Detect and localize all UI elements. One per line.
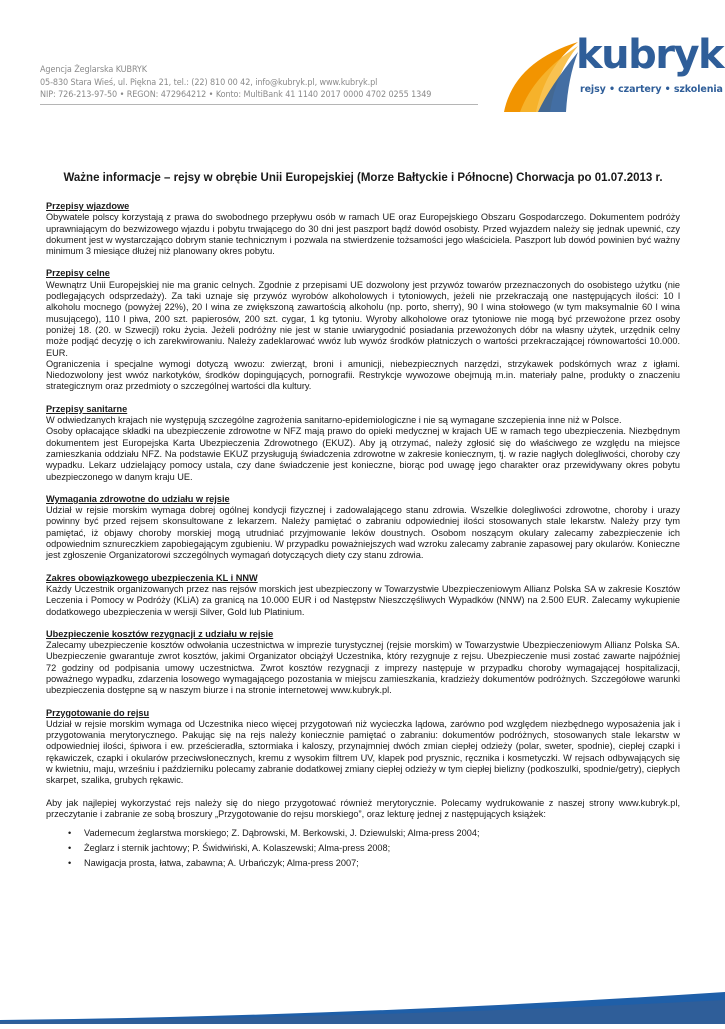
- section-heading: Ubezpieczenie kosztów rezygnacji z udziału w rejsie: [46, 628, 274, 639]
- section-heading: Przepisy sanitarne: [46, 403, 128, 414]
- section-paragraph: Osoby opłacające składki na ubezpieczenie zdrowotne w NFZ mają prawo do opieki medycznej w krajach UE w ramach tego ubezpieczenia. Niezbędnym dokumentem jest Europejska Karta Ubezpieczenia Zdrowotnego (EKUZ). Aby ją otrzymać, należy zgłosić się do właściwego ze względu na miejsce zamieszkania oddziału NFZ. Na podstawie EKUZ przysługują świadczenia zdrowotne w zakresie koniecznym, tj. w razie nagłych dolegliwości, choroby czy wypadku. Lekarz udzielający pomocy ustala, czy dane świadczenie jest konieczne, biorąc pod uwagę jego charakter oraz przewidywany okres pobytu ubezpieczonego w danym kraju UE.: [46, 426, 680, 482]
- bullet-icon: •: [68, 828, 72, 839]
- section-sanitary-rules: [46, 404, 680, 483]
- company-tax-bank: NIP: 726-213-97-50 • REGON: 472964212 • Konto: MultiBank 41 1140 2017 0000 4702 0255 1349: [40, 90, 432, 100]
- section-customs-rules: [46, 268, 680, 392]
- footer-wave: [0, 990, 725, 1024]
- section-paragraph: Obywatele polscy korzystają z prawa do swobodnego przepływu osób w ramach UE oraz Europejskiego Obszaru Gospodarczego. Dokumentem podróży uprawniającym do bezwizowego wjazdu i pobytu trwającego do 30 dni jest paszport bądź dowód osobisty. Przed wyjazdem należy się jednak upewnić, czy dokument jest w wystarczająco dobrym stanie technicznym i pozwala na stwierdzenie tożsamości jego właściciela. Paszport lub dowód powinien być ważny minimum 3 miesiące dłużej niż planowany okres pobytu.: [46, 212, 680, 257]
- book-title: Vademecum żeglarstwa morskiego; Z. Dąbrowski, M. Berkowski, J. Dziewulski; Alma-press 2004;: [84, 828, 480, 839]
- company-details: [40, 64, 431, 102]
- section-heading: Zakres obowiązkowego ubezpieczenia KL i NNW: [46, 572, 258, 583]
- bullet-icon: •: [68, 857, 72, 868]
- bullet-icon: •: [68, 843, 72, 854]
- company-name: Agencja Żeglarska KUBRYK: [40, 65, 147, 75]
- closing-paragraph: Aby jak najlepiej wykorzystać rejs należy się do niego przygotować również merytorycznie. Polecamy wydrukowanie z naszej strony www.kubryk.pl, przeczytanie i zabranie ze sobą broszury „Przygotowanie do rejsu morskiego”, oraz lekturę jednej z następujących książek:: [46, 797, 680, 819]
- company-address-contact: 05-830 Stara Wieś, ul. Piękna 21, tel.: (22) 810 00 42, info@kubryk.pl, www.kubryk.pl: [40, 77, 378, 88]
- section-heading: Przepisy wjazdowe: [46, 201, 130, 211]
- section-cancellation-insurance: [46, 629, 680, 697]
- section-cruise-preparation: [46, 708, 680, 787]
- book-title: Nawigacja prosta, łatwa, zabawna; A. Urbańczyk; Alma-press 2007;: [84, 857, 359, 868]
- logo-wordmark: kubryk: [576, 32, 724, 78]
- logo-tagline: rejsy • czartery • szkolenia: [580, 84, 723, 95]
- list-item: [46, 843, 680, 854]
- section-health-requirements: [46, 494, 680, 562]
- section-paragraph: Udział w rejsie morskim wymaga od Uczestnika nieco więcej przygotowań niż wycieczka lądowa, zarówno pod względem niezbędnego wyposażenia jak i przygotowania merytorycznego. Pakując się na rejs należy koniecznie pamiętać o zabraniu: dokumentów podróżnych, stosowanych stale lekarstw w odpowiedniej ilości, śpiwora i ew. prześcieradła, sztormiaka i kaloszy, przynajmniej dwóch zmian ciepłej odzieży (polar, sweter, spodnie), ciepłej czapki i rękawiczek, czapki i okularów przeciwsłonecznych, kremu z wysokim filtrem UV, klapek pod prysznic, ręcznika i kosmetyczki. W rejsach odbywających się w kwietniu, maju, wrześniu i październiku polecamy zabranie dodatkowej zmiany ciepłej odzieży w tym ciepłej bielizny (podkoszulki, spodnie/getry), ciepłych skarpet, szalika, grubych rękawic.: [46, 718, 680, 786]
- section-paragraph: Ograniczenia i specjalne wymogi dotyczą wwozu: zwierząt, broni i amunicji, niebezpiecznych narzędzi, strzykawek podskórnych wraz z igłami. Niedozwolony jest wwóz narkotyków, środków dopingujących, pornografii. Restrykcje wywozowe obejmują m.in. materiały palne, produkty o znaczeniu strategicznym oraz przedmioty o szczególnej wartości dla kultury.: [46, 358, 680, 392]
- section-paragraph: Każdy Uczestnik organizowanych przez nas rejsów morskich jest ubezpieczony w Towarzystwie Ubezpieczeniowym Allianz Polska SA w zakresie Kosztów Leczenia i Pomocy w Podróży (KLiA) za granicą na 10.000 EUR i od Następstw Nieszczęśliwych Wypadków (NNW) na 2.500 EUR. Zalecamy wykupienie dodatkowego ubezpieczenia w wersji Silver, Gold lub Platinium.: [46, 583, 680, 617]
- section-mandatory-insurance: [46, 573, 680, 618]
- book-list: [46, 828, 680, 869]
- document-title: Ważne informacje – rejsy w obrębie Unii Europejskiej (Morze Bałtyckie i Północne) Chorwacja po 01.07.2013 r.: [63, 172, 663, 184]
- list-item: [46, 828, 680, 839]
- section-paragraph: Wewnątrz Unii Europejskiej nie ma granic celnych. Zgodnie z przepisami UE dozwolony jest przywóz towarów przeznaczonych do osobistego użytku (nie podlegających odsprzedaży). Za taki uznaje się przywóz wyrobów alkoholowych i tytoniowych, jeżeli nie przekraczają one następujących ilości: 10 l alkoholu mocnego (powyżej 22%), 20 l wina ze zwiększoną zawartością alkoholu (np. porto, sherry), 90 l wina stołowego (w tym maksymalnie 60 l wina musującego), 110 l piwa, 200 szt. papierosów, 200 szt. cygar, 1 kg tytoniu. Wyroby alkoholowe oraz tytoniowe nie mogą być przewożone przez osoby poniżej 18. (20. w Szwecji) roku życia. Jeżeli podróżny nie jest w stanie uwiarygodnić posiadania przewożonych dóbr na własny użytek, urzędnik celny może podjąć decyzję o ich zarekwirowaniu. Należy zadeklarować wwóz lub wywóz środków płatniczych o wartości przekraczającej równowartości 10.000. EUR.: [46, 279, 680, 358]
- kubryk-logo: [498, 32, 724, 116]
- section-paragraph: W odwiedzanych krajach nie występują szczególne zagrożenia sanitarno-epidemiologiczne i nie są wymagane szczepienia inne niż w Polsce.: [46, 415, 622, 426]
- section-paragraph: Zalecamy ubezpieczenie kosztów odwołania uczestnictwa w imprezie turystycznej (rejsie morskim) w Towarzystwie Ubezpieczeniowym Allianz Polska SA. Ubezpieczenie gwarantuje zwrot kosztów, jakimi Organizator obciążył Uczestnika, który rezygnuje z rejsu. Ubezpieczenie musi zostać zawarte najpóźniej 72 godziny od podpisania umowy uczestnictwa. Zwrot kosztów rezygnacji z imprezy następuje w przypadku choroby wymagającej hospitalizacji, poważnego wypadku, zdarzenia losowego wymagającego pozostania w miejscu zamieszkania, kradzieży dokumentów podróżnych. Szczegółowe warunki ubezpieczenia dostępne są w naszym biurze i na stronie internetowej www.kubryk.pl.: [46, 640, 680, 696]
- document-body: [46, 172, 680, 873]
- section-paragraph: Udział w rejsie morskim wymaga dobrej ogólnej kondycji fizycznej i zadowalającego stanu zdrowia. Wszelkie dolegliwości zdrowotne, choroby i urazy powinny być przed rejsem skonsultowane z lekarzem. Należy pamiętać o zabraniu odpowiedniej ilości stosowanych stale lekarstw. Należy przy tym pamiętać, iż objawy choroby morskiej mogą utrudniać przyjmowanie leków doustnych. Osobom noszącym okulary zalecamy zabezpieczenie ich odpowiednim sznureczkiem zapobiegającym zgubieniu. W przypadku poważniejszych wad wzroku zalecamy zabranie zapasowej pary okularów. Konieczne jest zgłoszenie Organizatorowi szczególnych wymagań dotyczących diety czy stanu zdrowia.: [46, 505, 680, 561]
- section-heading: Wymagania zdrowotne do udziału w rejsie: [46, 493, 230, 504]
- letterhead: [0, 0, 725, 120]
- section-entry-rules: [46, 201, 680, 257]
- header-divider: [40, 104, 478, 105]
- list-item: [46, 858, 680, 869]
- section-heading: Przygotowanie do rejsu: [46, 707, 150, 718]
- wave-decoration-icon: [0, 990, 725, 1024]
- book-title: Żeglarz i sternik jachtowy; P. Świdwiński, A. Kolaszewski; Alma-press 2008;: [84, 843, 391, 854]
- section-heading: Przepisy celne: [46, 268, 110, 279]
